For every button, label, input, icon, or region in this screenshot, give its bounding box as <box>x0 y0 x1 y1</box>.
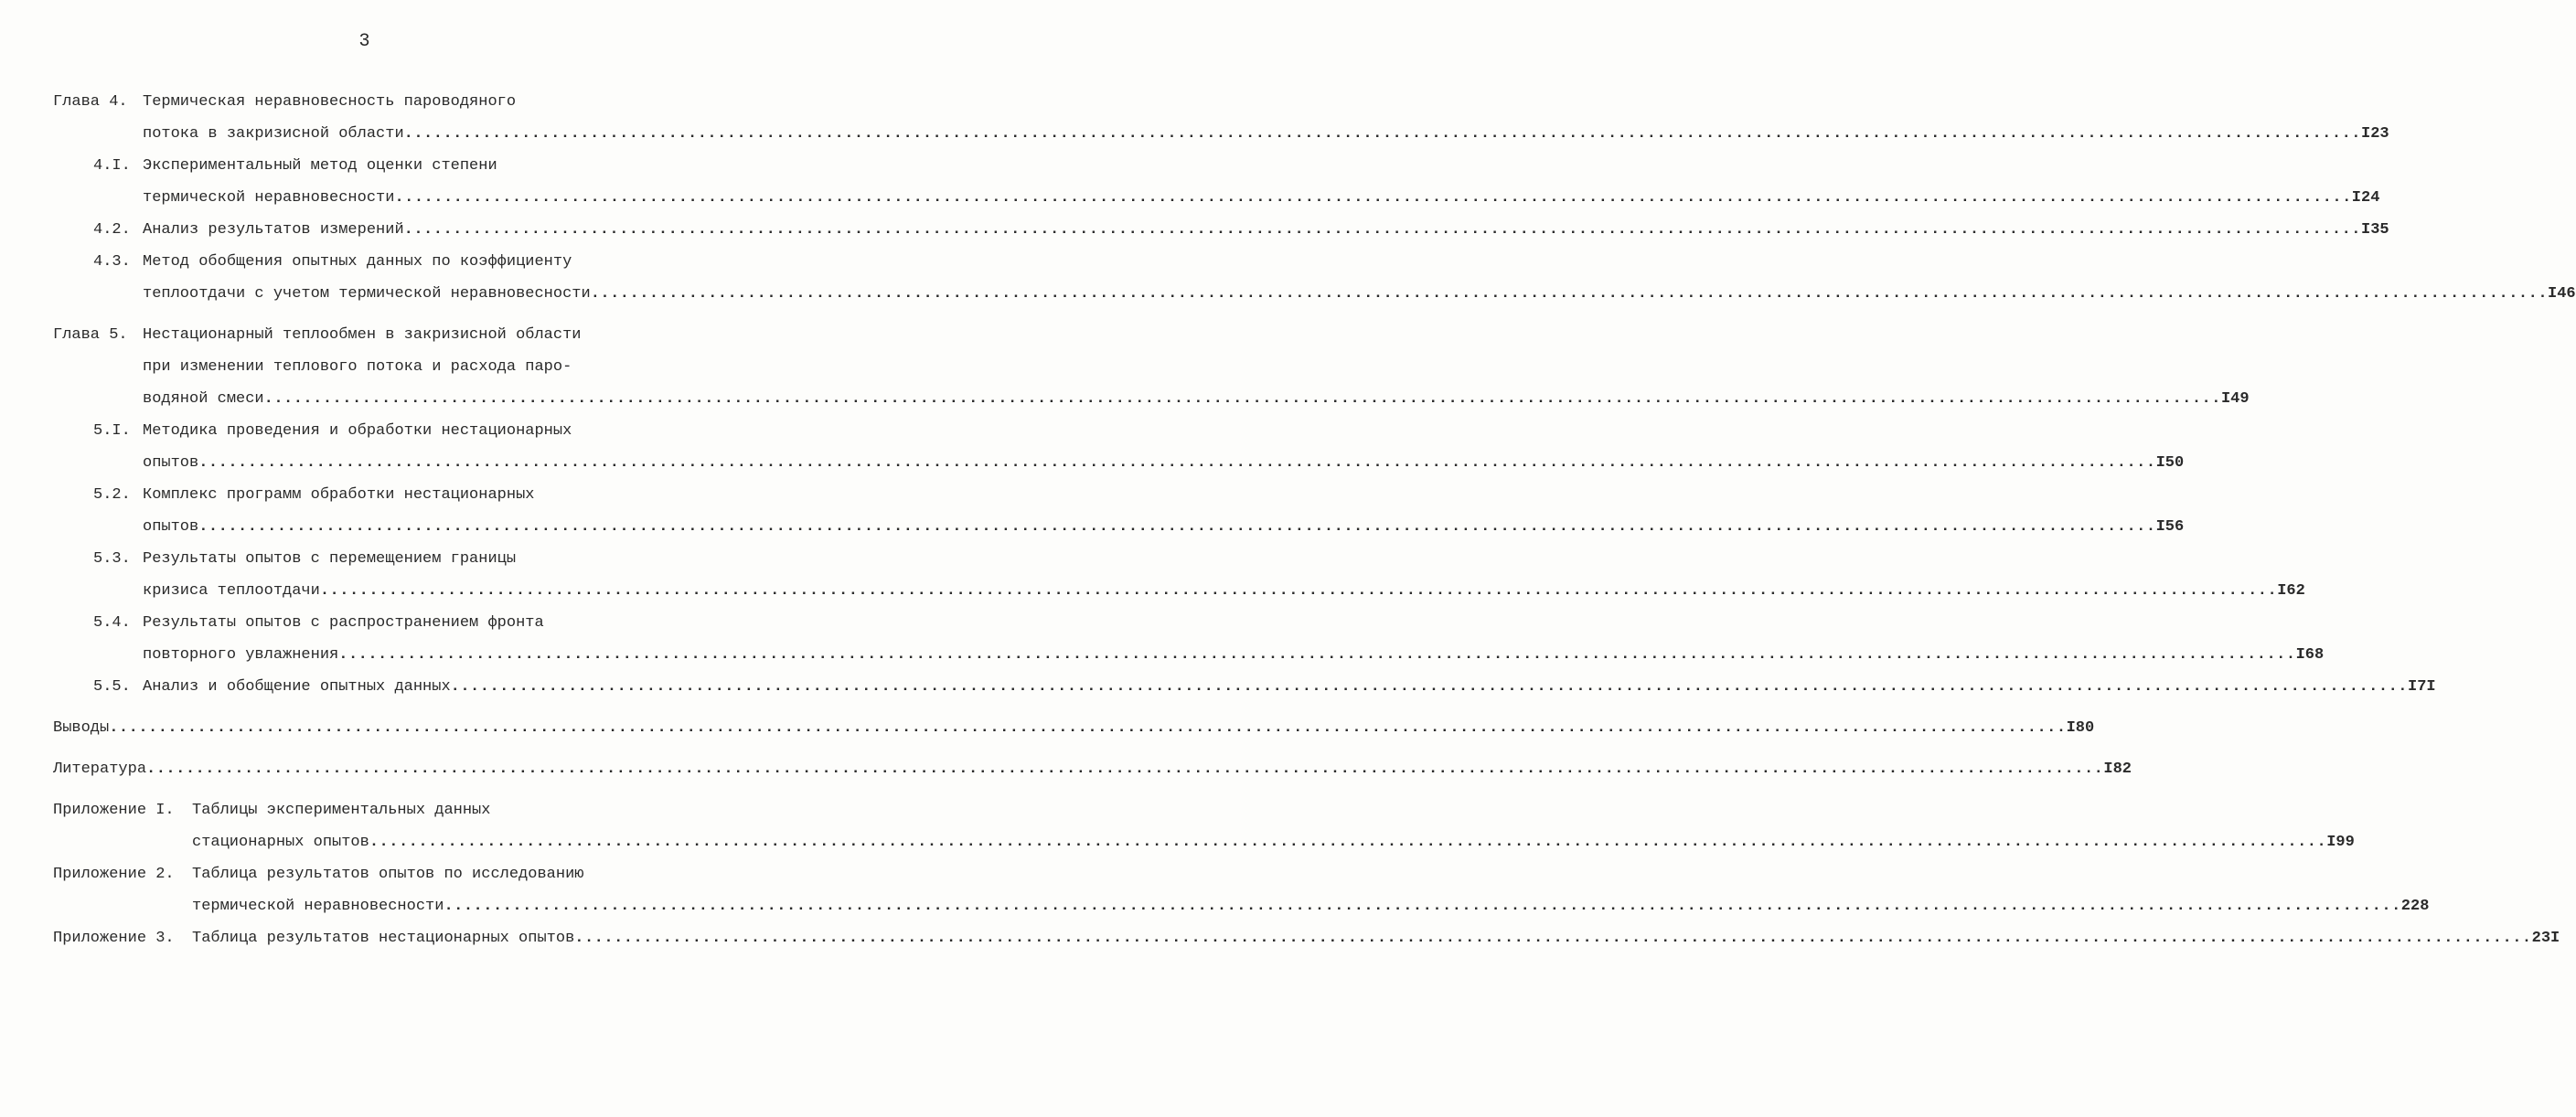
toc-section-5-1 <box>53 415 689 447</box>
toc-label: 5.2. <box>93 486 131 504</box>
toc-page[interactable]: I80 <box>2066 719 2095 737</box>
leader-dots: ........................................................................................................................................................................................................ <box>574 930 2532 947</box>
table-of-contents <box>53 86 2576 954</box>
toc-page[interactable]: I62 <box>2277 582 2305 600</box>
toc-page[interactable]: I50 <box>2155 454 2185 472</box>
toc-title-line: Анализ и обобщение опытных данных <box>143 678 451 696</box>
toc-label: 4.I. <box>93 157 131 175</box>
toc-section-4-2 <box>53 214 2389 246</box>
toc-label: 5.3. <box>93 550 131 568</box>
toc-title-line: потока в закризисной области <box>143 125 404 143</box>
toc-title-line: Нестационарный теплообмен в закризисной области <box>143 326 582 344</box>
toc-title-line: Методика проведения и обработки нестационарных <box>143 422 572 440</box>
toc-title-line: Результаты опытов с распространением фронта <box>143 614 544 632</box>
leader-dots: ........................................................................................................................................................................................................ <box>146 761 2104 778</box>
toc-title-line: Экспериментальный метод оценки степени <box>143 157 497 175</box>
toc-title-line: Таблица результатов опытов по исследованию <box>192 866 584 883</box>
toc-appendix-2 <box>53 858 689 890</box>
toc-title-line: водяной смеси <box>143 390 264 408</box>
toc-title-line: Результаты опытов с перемещением границы <box>143 550 517 568</box>
toc-label: Приложение I. <box>53 802 175 819</box>
toc-section-5-3 <box>53 543 689 575</box>
leader-dots: ........................................................................................................................................................................................................ <box>394 189 2352 207</box>
leader-dots: ........................................................................................................................................................................................................ <box>369 834 2327 851</box>
toc-label: 5.5. <box>93 678 131 696</box>
toc-label: 5.I. <box>93 422 131 440</box>
leader-dots: ........................................................................................................................................................................................................ <box>590 285 2549 303</box>
toc-label: 4.2. <box>93 221 131 239</box>
toc-conclusions <box>53 712 2095 744</box>
leader-dots: ........................................................................................................................................................................................................ <box>198 454 2156 472</box>
leader-dots: ........................................................................................................................................................................................................ <box>403 221 2361 239</box>
leader-dots: ........................................................................................................................................................................................................ <box>198 518 2156 536</box>
toc-title-line: опытов <box>143 454 199 472</box>
toc-title-line: Метод обобщения опытных данных по коэффициенту <box>143 253 572 271</box>
toc-title-line: термической неравновесности <box>143 189 395 207</box>
toc-appendix-3 <box>53 922 2560 954</box>
toc-label: 4.3. <box>93 253 131 271</box>
toc-page[interactable]: I82 <box>2103 761 2132 778</box>
toc-section-5-5 <box>53 671 2436 703</box>
toc-page[interactable]: I23 <box>2361 125 2389 143</box>
toc-title-line: Выводы <box>53 719 110 737</box>
leader-dots: ........................................................................................................................................................................................................ <box>319 582 2278 600</box>
toc-page[interactable]: I35 <box>2361 221 2389 239</box>
toc-page[interactable]: 228 <box>2400 898 2430 915</box>
toc-title-line: Термическая неравновесность пароводяного <box>143 93 517 111</box>
toc-title-line: Таблицы экспериментальных данных <box>192 802 491 819</box>
toc-section-5-4 <box>53 607 689 639</box>
toc-section-5-2 <box>53 479 689 511</box>
toc-page[interactable]: 23I <box>2531 930 2560 947</box>
toc-chapter-4 <box>53 86 689 118</box>
leader-dots: ........................................................................................................................................................................................................ <box>403 125 2361 143</box>
toc-section-4-1 <box>53 150 689 182</box>
toc-title-line: повторного увлажнения <box>143 646 339 664</box>
toc-title-line: теплоотдачи с учетом термической неравновесности <box>143 285 591 303</box>
toc-page[interactable]: I56 <box>2155 518 2185 536</box>
toc-title-line: кризиса теплоотдачи <box>143 582 320 600</box>
page-number: 3 <box>358 31 370 52</box>
toc-page[interactable]: I68 <box>2295 646 2325 664</box>
toc-label: Глава 4. <box>53 93 128 111</box>
toc-page[interactable]: I7I <box>2408 678 2436 696</box>
toc-page[interactable]: I24 <box>2351 189 2380 207</box>
toc-title-line: Литература <box>53 761 147 778</box>
toc-appendix-1 <box>53 794 689 826</box>
toc-label: Приложение 2. <box>53 866 175 883</box>
leader-dots: ........................................................................................................................................................................................................ <box>263 390 2221 408</box>
toc-chapter-5 <box>53 319 689 351</box>
leader-dots: ........................................................................................................................................................................................................ <box>450 678 2408 696</box>
toc-label: Приложение 3. <box>53 930 175 947</box>
toc-title-line: стационарных опытов <box>192 834 369 851</box>
toc-title-line: Таблица результатов нестационарных опытов <box>192 930 575 947</box>
toc-title-line: Анализ результатов измерений <box>143 221 404 239</box>
toc-title-line: Комплекс программ обработки нестационарных <box>143 486 535 504</box>
toc-label: 5.4. <box>93 614 131 632</box>
toc-page[interactable]: I46 <box>2548 285 2576 303</box>
leader-dots: ........................................................................................................................................................................................................ <box>444 898 2401 915</box>
toc-title-line: опытов <box>143 518 199 536</box>
leader-dots: ........................................................................................................................................................................................................ <box>338 646 2296 664</box>
toc-section-4-3 <box>53 246 689 278</box>
leader-dots: ........................................................................................................................................................................................................ <box>109 719 2067 737</box>
toc-title-line: термической неравновесности <box>192 898 444 915</box>
toc-title-line: при изменении теплового потока и расхода паро- <box>143 358 572 376</box>
toc-page[interactable]: I99 <box>2326 834 2355 851</box>
toc-page[interactable]: I49 <box>2220 390 2250 408</box>
toc-label: Глава 5. <box>53 326 128 344</box>
toc-references <box>53 753 2132 785</box>
